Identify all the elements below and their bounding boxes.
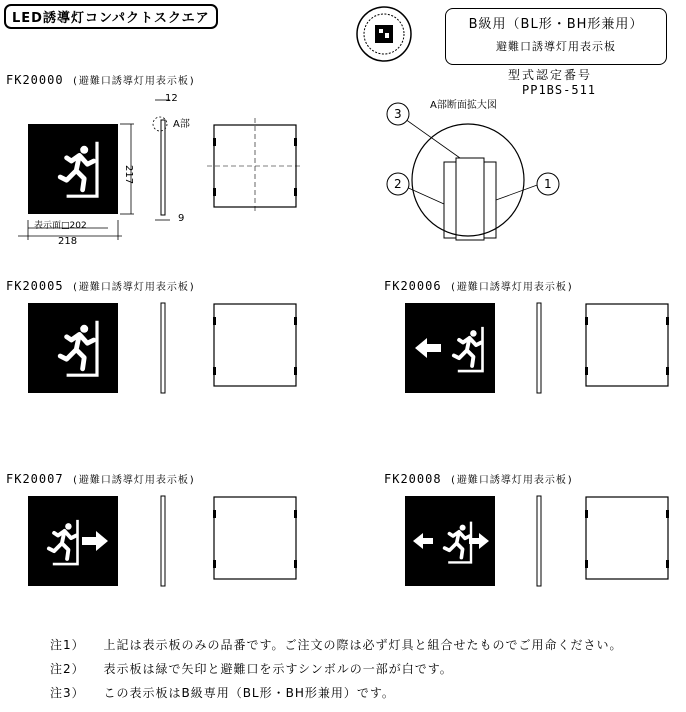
note-label: 注1） [50, 638, 85, 652]
product-code: FK20007 [6, 472, 64, 486]
dim-width: 218 [58, 236, 78, 247]
dim-display-width: 表示面□202 [34, 221, 87, 231]
callout-1: 1 [544, 177, 552, 191]
sign-panel-fk20007 [28, 496, 118, 586]
product-code: FK20008 [384, 472, 442, 486]
note-2 [50, 660, 453, 677]
product-code: FK20005 [6, 279, 64, 293]
section-detail-view [380, 100, 560, 250]
note-1 [50, 636, 623, 653]
back-view-fk20006 [585, 303, 669, 387]
product-desc: (避難口誘導灯用表示板) [71, 282, 196, 293]
product-code: FK20000 [6, 73, 64, 87]
back-view-fk20000 [213, 124, 297, 208]
side-view-fk20008 [536, 496, 542, 586]
dim-thickness-top: 12 [165, 93, 178, 104]
dim-height: 217 [123, 165, 134, 185]
part-a-label: A部 [173, 119, 190, 130]
sign-panel-fk20005 [28, 303, 118, 393]
series-badge: LED誘導灯コンパクトスクエア [4, 4, 218, 29]
title-line1: B級用（BL形・BH形兼用） [468, 17, 644, 32]
side-view-fk20006 [536, 303, 542, 393]
note-label: 注3） [50, 686, 85, 700]
dim-bottom-edge: 9 [178, 213, 185, 224]
title-line2: 避難口誘導灯用表示板 [496, 40, 616, 53]
cert-number: PP1BS-511 [522, 83, 597, 97]
back-view-fk20008 [585, 496, 669, 580]
detail-title: A部断面拡大図 [430, 100, 497, 111]
back-view-fk20005 [213, 303, 297, 387]
side-view-fk20007 [160, 496, 166, 586]
cert-label: 型式認定番号 [508, 68, 593, 82]
product-desc: (避難口誘導灯用表示板) [71, 475, 196, 486]
note-label: 注2） [50, 662, 85, 676]
note-text: 上記は表示板のみの品番です。ご注文の際は必ず灯具と組合せたものでご用命ください。 [103, 638, 623, 652]
note-3 [50, 684, 395, 701]
product-code: FK20006 [384, 279, 442, 293]
side-view-fk20005 [160, 303, 166, 393]
callout-3: 3 [394, 107, 402, 121]
back-view-fk20007 [213, 496, 297, 580]
product-desc: (避難口誘導灯用表示板) [449, 282, 574, 293]
sign-panel-fk20008 [405, 496, 495, 586]
note-text: この表示板はB級専用（BL形・BH形兼用）です。 [103, 686, 395, 700]
product-desc: (避難口誘導灯用表示板) [71, 76, 196, 87]
sign-panel-fk20006 [405, 303, 495, 393]
callout-2: 2 [394, 177, 402, 191]
note-text: 表示板は緑で矢印と避難口を示すシンボルの一部が白です。 [103, 662, 453, 676]
product-desc: (避難口誘導灯用表示板) [449, 475, 574, 486]
